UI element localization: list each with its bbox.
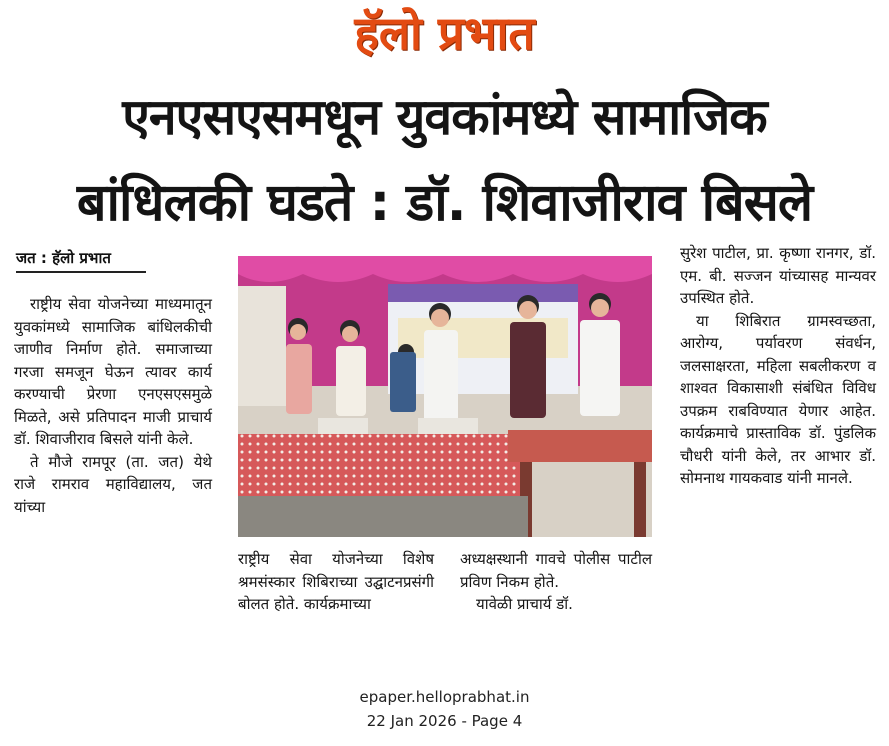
article-column-3 [460, 548, 652, 616]
article-paragraph: ते मौजे रामपूर (ता. जत) येथे राजे रामराव महाविद्यालय, जत यांच्या [14, 452, 212, 516]
article-paragraph: अध्यक्षस्थानी गावचे पोलीस पाटील प्रविण निकम होते. [460, 550, 652, 591]
headline-line-2: बांधिलकी घडते : डॉ. शिवाजीराव बिसले [76, 173, 813, 233]
article-paragraph: सुरेश पाटील, प्रा. कृष्णा रानगर, डॉ. एम. बी. सज्जन यांच्यासह मान्यवर उपस्थित होते. [680, 244, 876, 307]
article-column-1 [14, 293, 212, 518]
headline-line-1: एनएसएसमधून युवकांमध्ये सामाजिक [122, 88, 767, 146]
masthead-logo: हॅलो प्रभात [354, 6, 535, 60]
footer-date-page: 22 Jan 2026 - Page 4 [366, 712, 523, 730]
footer-site-link[interactable]: epaper.helloprabhat.in [359, 688, 530, 706]
article-paragraph: राष्ट्रीय सेवा योजनेच्या माध्यमातून युवकांमध्ये सामाजिक बांधिलकीची जाणीव निर्माण होते. समाजाच्या गरजा समजून घेऊन त्यावर कार्य करण्याची प्रेरणा एनएसएसमुळे मिळते, असे प्रतिपादन माजी प्राचार्य डॉ. शिवाजीराव बिसले यांनी केले. [14, 295, 212, 448]
article-paragraph: या शिबिरात ग्रामस्वच्छता, आरोग्य, पर्यावरण संवर्धन, जलसाक्षरता, महिला सबलीकरण व शाश्वत विकासाशी संबंधित विविध उपक्रम राबविण्यात येणार आहेत. कार्यक्रमाचे प्रास्ताविक डॉ. पुंडलिक चौधरी यांनी केले, तर आभार डॉ. सोमनाथ गायकवाड यांनी मानले. [680, 311, 876, 487]
dateline: जत : हॅलो प्रभात [16, 247, 146, 273]
event-photo-icon [238, 256, 652, 537]
article-column-2 [238, 548, 434, 616]
article-paragraph: यावेळी प्राचार्य डॉ. [476, 595, 573, 613]
article-paragraph: राष्ट्रीय सेवा योजनेच्या विशेष श्रमसंस्कार शिबिराच्या उद्घाटनप्रसंगी बोलत होते. कार्यक्रमाच्या [238, 550, 434, 613]
event-photo [238, 256, 652, 537]
article-column-4 [680, 242, 876, 490]
